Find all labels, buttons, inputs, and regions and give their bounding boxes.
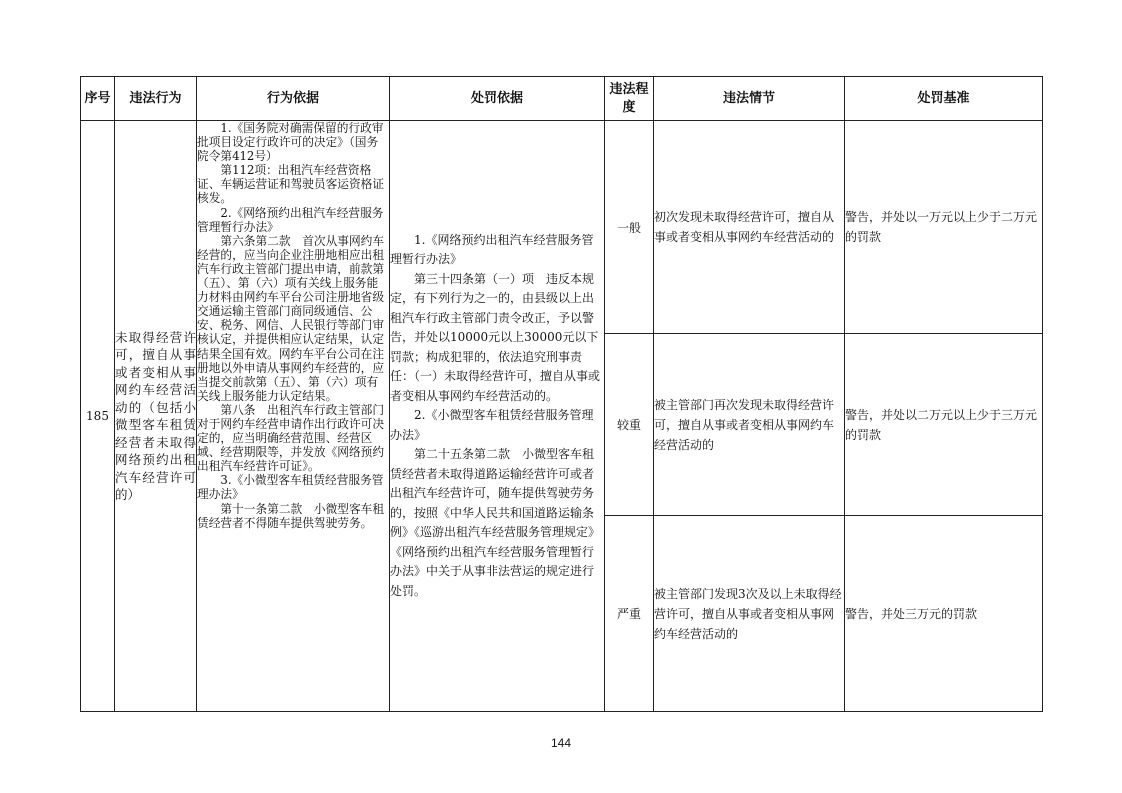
standard-severe: 警告，并处三万元的罚款 — [845, 516, 1043, 712]
basis-para: 1.《国务院对确需保留的行政审批项目设定行政许可的决定》（国务院令第412号） — [197, 121, 384, 164]
header-row — [81, 77, 1043, 121]
row-punish-basis — [390, 121, 605, 712]
situation-general: 初次发现未取得经营许可，擅自从事或者变相从事网约车经营活动的 — [654, 121, 845, 334]
basis-para: 第八条 出租汽车行政主管部门对于网约车经营申请作出行政许可决定的，应当明确经营范围、经营区域、经营期限等，并发放《网络预约出租汽车经营许可证》。 — [197, 402, 385, 474]
table-row — [81, 121, 1043, 334]
situation-serious: 被主管部门再次发现未取得经营许可，擅自从事或者变相从事网约车经营活动的 — [654, 334, 845, 516]
basis-para: 第十一条第二款 小微型客车租赁经营者不得随车提供驾驶劳务。 — [197, 501, 385, 530]
header-basis: 行为依据 — [197, 77, 390, 121]
degree-general: 一般 — [605, 121, 654, 334]
header-seq: 序号 — [81, 77, 115, 121]
punish-para: 2.《小微型客车租赁经营服务管理办法》 — [390, 408, 594, 442]
standard-general: 警告，并处以一万元以上少于二万元的罚款 — [845, 121, 1043, 334]
header-degree: 违法程度 — [605, 77, 654, 121]
punish-para: 第二十五条第二款 小微型客车租赁经营者未取得道路运输经营许可或者出租汽车经营许可，随车提供驾驶劳务的，按照《中华人民共和国道路运输条例》《巡游出租汽车经营服务管理规定》《网络预约出租汽车经营服务管理暂行办法》中关于从事非法营运的规定进行处罚。 — [390, 447, 601, 598]
header-situation: 违法情节 — [654, 77, 845, 121]
page-number: 144 — [550, 736, 572, 750]
punish-para: 第三十四条第（一）项 违反本规定，有下列行为之一的，由县级以上出租汽车行政主管部门责令改正，予以警告，并处以10000元以上30000元以下罚款；构成犯罪的，依法追究刑事责任：（一）未取得经营许可，擅自从事或者变相从事网约车经营活动的。 — [390, 271, 601, 403]
basis-para: 第六条第二款 首次从事网约车经营的，应当向企业注册地相应出租汽车行政主管部门提出申请，前款第（五）、第（六）项有关线上服务能力材料由网约车平台公司注册地省级交通运输主管部门商同级通信、公安、税务、网信、人民银行等部门审核认定，并提供相应认定结果，认定结果全国有效。网约车平台公司在注册地以外申请从事网约车经营的，应当提交前款第（五）、第（六）项有关线上服务能力认定结果。 — [197, 233, 385, 403]
basis-para: 第112项：出租汽车经营资格证、车辆运营证和驾驶员客运资格证核发。 — [197, 163, 385, 206]
header-punish-basis: 处罚依据 — [390, 77, 605, 121]
row-basis — [197, 121, 390, 712]
row-behavior: 未取得经营许可，擅自从事或者变相从事网约车经营活动的（包括小微型客车租赁经营者未取得网络预约出租汽车经营许可的） — [115, 121, 197, 712]
punish-para: 1.《网络预约出租汽车经营服务管理暂行办法》 — [390, 232, 594, 267]
penalty-table — [80, 76, 1043, 712]
header-behavior: 违法行为 — [115, 77, 197, 121]
basis-para: 3.《小微型客车租赁经营服务管理办法》 — [197, 473, 384, 502]
basis-para: 2.《网络预约出租汽车经营服务管理暂行办法》 — [197, 205, 384, 234]
degree-severe: 严重 — [605, 516, 654, 712]
degree-serious: 较重 — [605, 334, 654, 516]
row-seq: 185 — [81, 121, 115, 712]
situation-severe: 被主管部门发现3次及以上未取得经营许可，擅自从事或者变相从事网约车经营活动的 — [654, 516, 845, 712]
standard-serious: 警告，并处以二万元以上少于三万元的罚款 — [845, 334, 1043, 516]
header-standard: 处罚基准 — [845, 77, 1043, 121]
